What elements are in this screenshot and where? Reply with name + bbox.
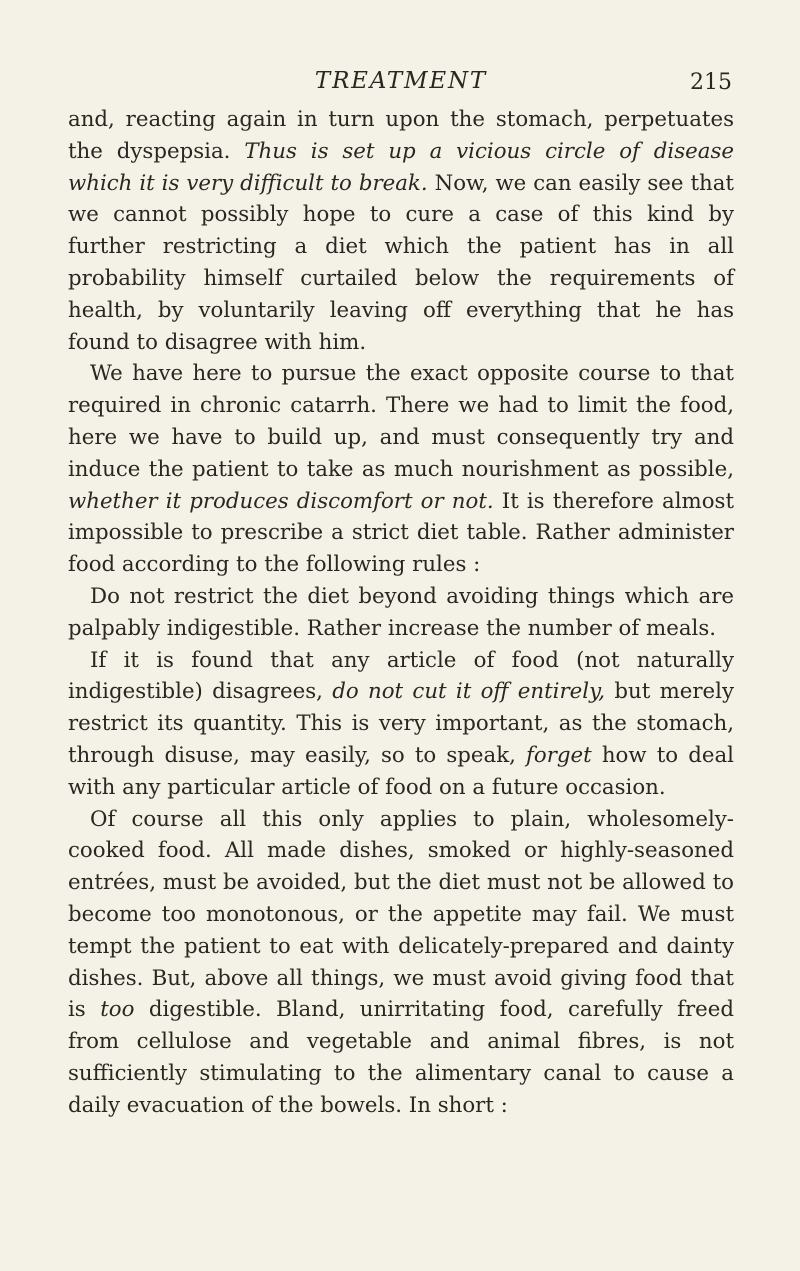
italic-text: Thus is set up a vicious circle of disease which it is very difficult to break.	[68, 138, 734, 196]
text-run: but merely restrict its quantity. This is very important, as the stomach, through disuse, may easily, so to speak,	[68, 679, 734, 768]
italic-text: whether it produces discomfort or not.	[68, 488, 494, 514]
body-text	[68, 104, 734, 1122]
paragraph	[68, 581, 734, 645]
paragraph	[68, 804, 734, 1122]
text-run: and, reacting again in turn upon the stomach, perpetuates the dyspepsia.	[68, 107, 734, 164]
running-head: TREATMENT	[314, 68, 488, 94]
italic-text: forget	[526, 742, 592, 768]
paragraph	[68, 104, 734, 358]
text-run: Do not restrict the diet beyond avoiding things which are palpably indigestible. Rather increase the number of meals.	[68, 583, 734, 641]
text-run: how to deal with any particular article of food on a future occasion.	[68, 742, 734, 800]
text-run: Of course all this only applies to plain, wholesomely-cooked food. All made dishes, smoked or highly-seasoned entrées, must be avoided, but the diet must not be allowed to become too monotonous, or the appetite may fail. We must tempt the patient to eat with delicately-prepared and dainty dishes. But, above all things, we must avoid giving food that is	[68, 806, 734, 1023]
italic-text: too	[100, 997, 135, 1023]
text-run: If it is found that any article of food (not naturally indigestible) disagrees,	[68, 647, 734, 705]
paragraph	[68, 358, 734, 581]
text-run: It is therefore almost impossible to prescribe a strict diet table. Rather administer food according to the following rules :	[68, 488, 735, 578]
text-run: We have here to pursue the exact opposite course to that required in chronic catarrh. There we had to limit the food, here we have to build up, and must consequently try and induce the patient to take as much nourishment as possible,	[68, 361, 734, 482]
page-number: 215	[690, 70, 732, 95]
italic-text: do not cut it off entirely,	[332, 679, 606, 705]
page-header	[68, 0, 734, 104]
paragraph	[68, 645, 734, 804]
text-run: digestible. Bland, unirritating food, carefully freed from cellulose and vegetable and animal fibres, is not sufficiently stimulating to the alimentary canal to cause a daily evacuation of the bowels. In short :	[68, 997, 734, 1118]
text-run: Now, we can easily see that we cannot possibly hope to cure a case of this kind by further restricting a diet which the patient has in all probability himself curtailed below the requirements of health, by voluntarily leaving off everything that he has found to disagree with him.	[68, 170, 734, 355]
